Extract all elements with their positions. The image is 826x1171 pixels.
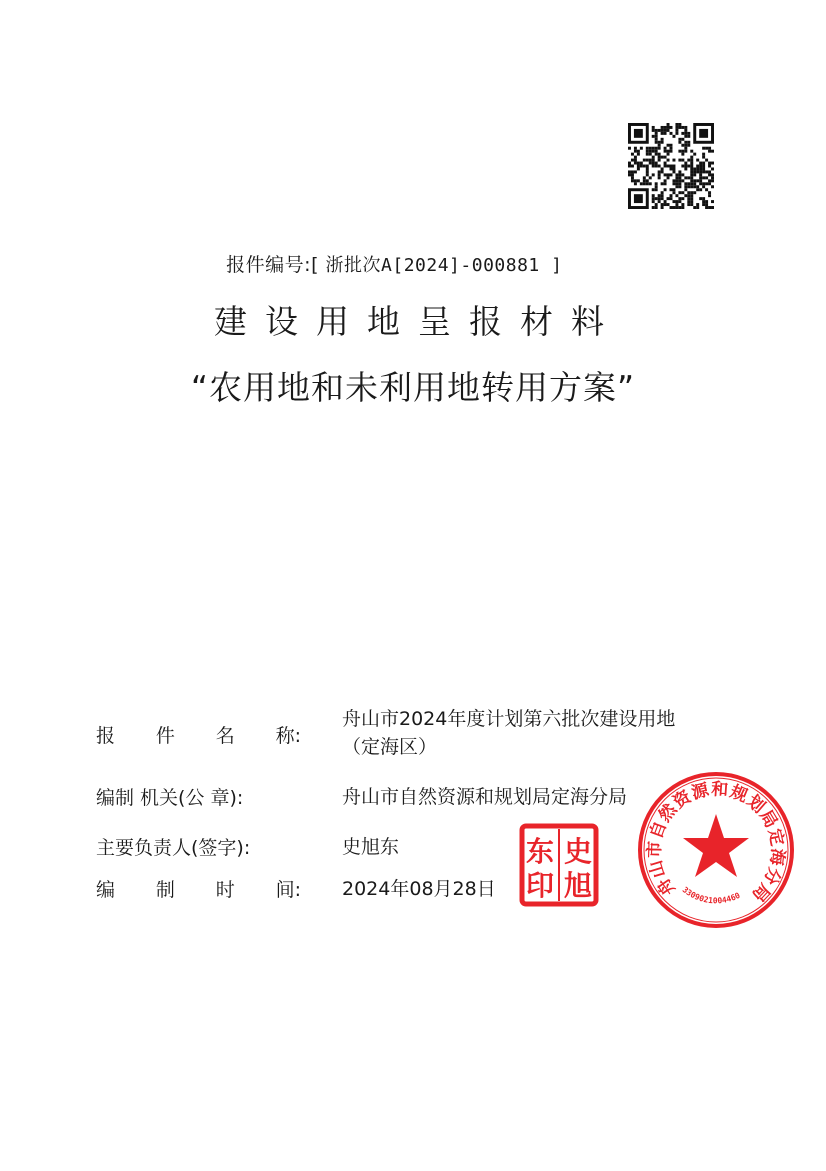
time-label	[96, 875, 301, 902]
head-value: 史旭东	[342, 836, 400, 858]
report-number-value: 浙批次A[2024]-000881 ]	[325, 255, 563, 276]
name-label-char: 件	[155, 725, 175, 747]
document-subtitle: “农用地和未利用地转用方案”	[190, 368, 636, 407]
org-value: 舟山市自然资源和规划局定海分局	[342, 786, 628, 808]
time-label-char: 间:	[275, 879, 301, 901]
report-number-label: 报件编号:[	[226, 254, 326, 276]
name-label-char: 报	[96, 725, 116, 747]
document-title: 建设用地呈报材料	[214, 302, 622, 341]
report-number	[200, 228, 650, 299]
personal-seal-char: 东	[525, 835, 555, 868]
time-value: 2024年08月28日	[342, 878, 496, 900]
time-label-char: 制	[155, 879, 175, 901]
svg-text:3309021004460	[681, 885, 742, 905]
head-label: 主要负责人(签字):	[96, 837, 251, 859]
name-value: 舟山市2024年度计划第六批次建设用地（定海区）	[342, 708, 676, 758]
official-seal	[636, 770, 796, 930]
personal-seal-char: 印	[525, 869, 555, 902]
official-seal-text: 舟山市自然资源和规划局定海分局	[644, 779, 788, 906]
time-label-char: 编	[96, 879, 116, 901]
personal-seal-char: 史	[563, 835, 593, 868]
personal-seal	[519, 823, 599, 907]
name-label	[96, 721, 301, 748]
name-label-char: 称:	[275, 725, 301, 747]
org-label: 编制 机关(公 章):	[96, 787, 244, 809]
name-label-char: 名	[215, 725, 235, 747]
time-label-char: 时	[215, 879, 235, 901]
personal-seal-char: 旭	[563, 869, 593, 902]
qr-code-icon	[628, 123, 714, 209]
official-seal-code: 3309021004460	[680, 885, 742, 906]
